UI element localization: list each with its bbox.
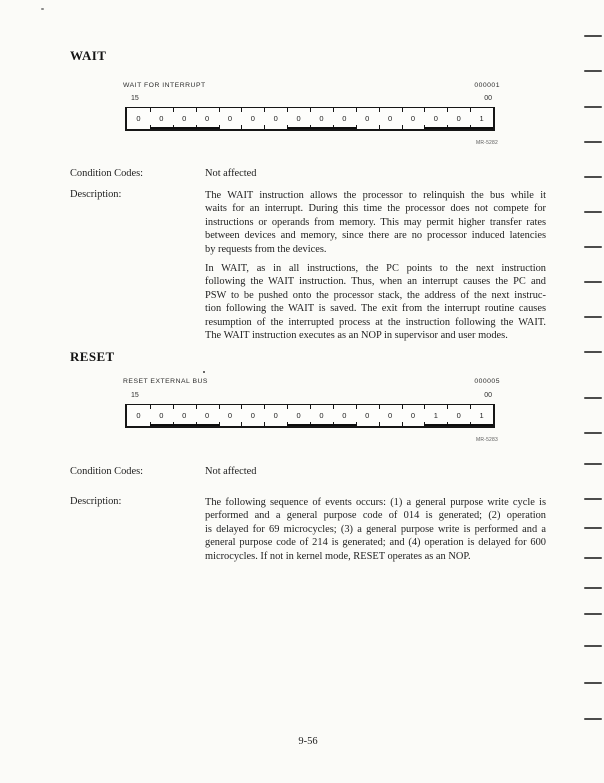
bit-cell: 0 [227,114,233,123]
cell-divider-tick [173,405,174,409]
cell-divider-tick [173,108,174,112]
bit-cell: 0 [159,411,164,420]
cell-divider-tick [150,405,151,409]
description-line: is delayed for 69 microcycles; (3) a general purpose write is performed and a [205,523,546,535]
cell-divider-tick [219,422,220,426]
wait-diagram-caption-row [123,82,500,89]
description-line: between devices and memory, since there are no processor induced latencies [205,230,546,242]
binder-mark [584,70,602,72]
binder-mark [584,645,602,647]
cell-divider-tick [379,422,380,426]
cell-divider-tick [379,125,380,129]
reset-diagram-caption-row [123,378,500,385]
cell-divider-tick [356,405,357,409]
bit-cell: 0 [342,114,347,123]
bit-position-low-label: 00 [484,95,492,102]
wait-condition-codes-value: Not affected [205,168,257,179]
binder-mark [584,316,602,318]
binder-mark [584,527,602,529]
bit-cell: 0 [365,411,370,420]
binder-mark [584,176,602,178]
cell-divider-tick [424,108,425,112]
cell-divider-tick [402,405,403,409]
octal-group-underline [287,424,356,427]
bit-cell: 0 [342,411,347,420]
bit-cell: 1 [433,411,438,420]
octal-group-underline [424,127,493,130]
binder-mark [584,141,602,143]
bit-cell: 0 [387,114,393,123]
reset-description-paragraph [205,496,546,563]
wait-section-title: WAIT [70,48,107,63]
wait-opcode-value: 000001 [474,82,500,89]
cell-divider-tick [264,125,265,129]
bit-position-high-label: 15 [131,392,139,399]
cell-divider-tick [287,108,288,112]
cell-divider-tick [470,405,471,409]
description-line: The WAIT instruction allows the processor to relinquish the bus while it [205,190,546,201]
description-line: waits for an interrupt. During this time the processor does not compete for [205,203,546,215]
cell-divider-tick [264,108,265,112]
description-line: The WAIT instruction executes as an NOP in supervisor and user modes. [205,330,508,342]
bit-cell: 0 [204,114,210,123]
bit-cell: 0 [182,114,187,123]
description-line: by requests from the devices. [205,243,327,255]
bit-cell: 1 [479,411,484,420]
binder-mark [584,211,602,213]
cell-divider-tick [264,405,265,409]
page-number: 9-56 [298,736,318,747]
cell-divider-tick [196,108,197,112]
description-line: tion following the WAIT is saved. The exit from the interrupt routine causes [205,303,546,315]
binder-mark [584,351,602,353]
wait-register-box [125,107,495,131]
cell-divider-tick [310,405,311,409]
cell-divider-tick [424,405,425,409]
binder-mark [584,246,602,248]
bit-position-high-label: 15 [131,95,139,102]
bit-cell: 0 [456,114,461,123]
wait-condition-codes-label: Condition Codes: [70,168,144,179]
wait-description-label: Description: [70,189,122,200]
bit-cell: 0 [365,114,370,123]
cell-divider-tick [402,125,403,129]
cell-divider-tick [241,405,242,409]
bit-cell: 0 [410,114,416,123]
description-line: performed and a general purpose code of 014 is generated; (2) operation [205,510,546,522]
description-line: In WAIT, as in all instructions, the PC points to the next instruction [205,263,546,274]
binder-mark [584,463,602,465]
bit-cell: 0 [296,411,301,420]
binder-mark [584,682,602,684]
octal-group-underline [150,127,219,130]
bit-cell: 0 [273,411,278,420]
bit-cell: 0 [136,114,141,123]
bit-cell: 0 [296,114,301,123]
bit-cell: 0 [273,114,278,123]
binder-mark [584,106,602,108]
description-line: resumption of the interrupted process at the instruction following the WAIT. [205,316,546,328]
cell-divider-tick [356,125,357,129]
description-line: general purpose code of 214 is generated; and (4) operation is delayed for 600 [205,537,546,549]
description-line: instructions or operands from memory. This may permit higher transfer rates [205,216,546,228]
cell-divider-tick [219,405,220,409]
cell-divider-tick [219,125,220,129]
cell-divider-tick [447,108,448,112]
bit-cell: 0 [319,411,324,420]
cell-divider-tick [241,125,242,129]
reset-register-box [125,404,495,428]
cell-divider-tick [219,108,220,112]
reset-condition-codes-label: Condition Codes: [70,466,144,477]
binder-mark [584,281,602,283]
octal-group-underline [424,424,493,427]
bit-cell: 0 [319,114,324,123]
binder-mark [584,718,602,720]
cell-divider-tick [150,108,151,112]
wait-description-paragraph-1 [205,189,546,256]
cell-divider-tick [264,422,265,426]
bit-cell: 0 [159,114,164,123]
reset-diagram-caption: RESET EXTERNAL BUS [123,378,208,385]
reset-section-title: RESET [70,349,115,364]
cell-divider-tick [356,422,357,426]
binder-mark [584,35,602,37]
cell-divider-tick [287,405,288,409]
binder-mark [584,587,602,589]
cell-divider-tick [356,108,357,112]
cell-divider-tick [310,108,311,112]
binder-mark [584,557,602,559]
cell-divider-tick [241,422,242,426]
reset-figure-label: MR-5283 [476,437,498,443]
bit-cell: 0 [136,411,141,420]
bit-cell: 0 [204,411,210,420]
bit-cell: 0 [250,411,255,420]
reset-opcode-value: 000005 [474,378,500,385]
cell-divider-tick [241,108,242,112]
cell-divider-tick [470,108,471,112]
wait-description-paragraph-2 [205,262,546,343]
bit-cell: 0 [227,411,233,420]
bit-cell: 0 [182,411,187,420]
bit-cell: 0 [250,114,255,123]
cell-divider-tick [402,108,403,112]
cell-divider-tick [196,405,197,409]
reset-description-label: Description: [70,496,122,507]
description-line: The following sequence of events occurs: (1) a general purpose write cycle is [205,497,546,508]
binder-mark [584,432,602,434]
reset-bit-position-labels [125,392,495,399]
wait-diagram-caption: WAIT FOR INTERRUPT [123,82,206,89]
octal-group-underline [287,127,356,130]
cell-divider-tick [447,405,448,409]
binder-mark [584,397,602,399]
cell-divider-tick [379,108,380,112]
dot-artifact [203,371,205,373]
description-line: microcycles. If not in kernel mode, RESET operates as an NOP. [205,550,471,562]
reset-condition-codes-value: Not affected [205,466,257,477]
binder-mark [584,613,602,615]
description-line: PSW to be pushed onto the processor stack, the address of the next instruc- [205,289,546,301]
bit-cell: 0 [387,411,393,420]
wait-figure-label: MR-5282 [476,140,498,146]
octal-group-underline [150,424,219,427]
scan-speck [41,8,44,10]
bit-cell: 1 [479,114,484,123]
cell-divider-tick [333,405,334,409]
cell-divider-tick [333,108,334,112]
bit-position-low-label: 00 [484,392,492,399]
description-line: following the WAIT instruction. Thus, when an interrupt causes the PC and [205,276,546,288]
bit-cell: 0 [433,114,438,123]
cell-divider-tick [402,422,403,426]
wait-bit-position-labels [125,95,495,102]
bit-cell: 0 [456,411,461,420]
binder-mark [584,498,602,500]
bit-cell: 0 [410,411,416,420]
cell-divider-tick [379,405,380,409]
